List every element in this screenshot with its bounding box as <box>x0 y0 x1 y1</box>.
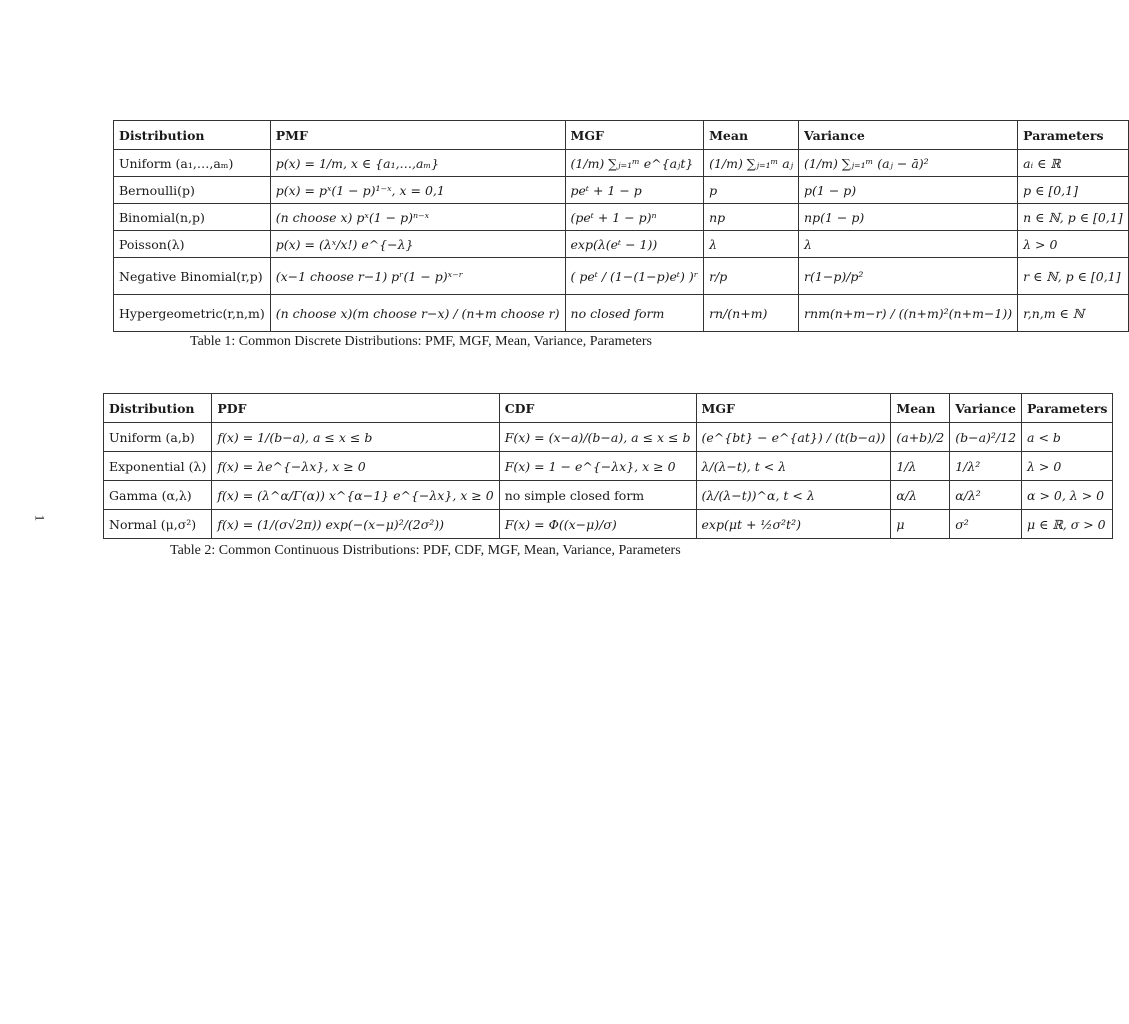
table-cell: λ/(λ−t), t < λ <box>696 452 891 481</box>
table-cell: Negative Binomial(r,p) <box>114 258 271 295</box>
table-row <box>104 423 1113 452</box>
table-row <box>114 177 1129 204</box>
table-row <box>114 258 1129 295</box>
table-cell: Hypergeometric(r,n,m) <box>114 295 271 332</box>
table-cell: (1/m) ∑ⱼ₌₁ᵐ aⱼ <box>704 150 799 177</box>
table-cell: r,n,m ∈ ℕ <box>1018 295 1128 332</box>
table-cell: Uniform (a₁,…,aₘ) <box>114 150 271 177</box>
table-cell: f(x) = (1/(σ√2π)) exp(−(x−μ)²/(2σ²)) <box>212 510 499 539</box>
table-cell: rn/(n+m) <box>704 295 799 332</box>
table-cell: (1/m) ∑ⱼ₌₁ᵐ (aⱼ − ā)² <box>799 150 1018 177</box>
table-cell: no simple closed form <box>499 481 696 510</box>
table-cell: λ <box>704 231 799 258</box>
table-cell: np <box>704 204 799 231</box>
table-cell: Uniform (a,b) <box>104 423 212 452</box>
table-cell: aᵢ ∈ ℝ <box>1018 150 1128 177</box>
header-cell: Mean <box>891 394 950 423</box>
header-cell: Variance <box>950 394 1022 423</box>
table-cell: F(x) = Φ((x−μ)/σ) <box>499 510 696 539</box>
table-row <box>104 452 1113 481</box>
table-cell: rnm(n+m−r) / ((n+m)²(n+m−1)) <box>799 295 1018 332</box>
table-cell: p ∈ [0,1] <box>1018 177 1128 204</box>
table-cell: n ∈ ℕ, p ∈ [0,1] <box>1018 204 1128 231</box>
table-cell: 1/λ <box>891 452 950 481</box>
header-cell: PMF <box>270 121 565 150</box>
table-cell: r ∈ ℕ, p ∈ [0,1] <box>1018 258 1128 295</box>
table-cell: exp(λ(eᵗ − 1)) <box>565 231 704 258</box>
header-cell: CDF <box>499 394 696 423</box>
table-cell: r(1−p)/p² <box>799 258 1018 295</box>
table-cell: F(x) = (x−a)/(b−a), a ≤ x ≤ b <box>499 423 696 452</box>
table-cell: λ > 0 <box>1018 231 1128 258</box>
table-2-caption: Table 2: Common Continuous Distributions: PDF, CDF, MGF, Mean, Variance, Parameters <box>170 543 681 558</box>
page-number: 1 <box>32 514 48 522</box>
table-row <box>104 510 1113 539</box>
table-cell: Binomial(n,p) <box>114 204 271 231</box>
header-cell: MGF <box>565 121 704 150</box>
header-cell: Distribution <box>114 121 271 150</box>
table-cell: f(x) = (λ^α/Γ(α)) x^{α−1} e^{−λx}, x ≥ 0 <box>212 481 499 510</box>
table-cell: f(x) = λe^{−λx}, x ≥ 0 <box>212 452 499 481</box>
table-cell: μ <box>891 510 950 539</box>
header-cell: Distribution <box>104 394 212 423</box>
table-cell: r/p <box>704 258 799 295</box>
table-cell: (e^{bt} − e^{at}) / (t(b−a)) <box>696 423 891 452</box>
table-row <box>114 295 1129 332</box>
table-cell: (b−a)²/12 <box>950 423 1022 452</box>
table-cell: 1/λ² <box>950 452 1022 481</box>
table-cell: α > 0, λ > 0 <box>1022 481 1113 510</box>
header-cell: Parameters <box>1018 121 1128 150</box>
table-header-row <box>104 394 1113 423</box>
table-row <box>114 150 1129 177</box>
table-cell: (peᵗ + 1 − p)ⁿ <box>565 204 704 231</box>
table-cell: p(x) = pˣ(1 − p)¹⁻ˣ, x = 0,1 <box>270 177 565 204</box>
continuous-distributions-table <box>103 393 1113 539</box>
table-cell: λ > 0 <box>1022 452 1113 481</box>
table-cell: no closed form <box>565 295 704 332</box>
table-cell: Normal (μ,σ²) <box>104 510 212 539</box>
table-cell: exp(μt + ½σ²t²) <box>696 510 891 539</box>
table-cell: (n choose x) pˣ(1 − p)ⁿ⁻ˣ <box>270 204 565 231</box>
header-cell: PDF <box>212 394 499 423</box>
header-cell: Variance <box>799 121 1018 150</box>
table-cell: f(x) = 1/(b−a), a ≤ x ≤ b <box>212 423 499 452</box>
table-cell: (a+b)/2 <box>891 423 950 452</box>
table-cell: peᵗ + 1 − p <box>565 177 704 204</box>
table-cell: (n choose x)(m choose r−x) / (n+m choose r) <box>270 295 565 332</box>
table-cell: (λ/(λ−t))^α, t < λ <box>696 481 891 510</box>
table-cell: μ ∈ ℝ, σ > 0 <box>1022 510 1113 539</box>
table-cell: p <box>704 177 799 204</box>
table-cell: F(x) = 1 − e^{−λx}, x ≥ 0 <box>499 452 696 481</box>
table-header-row <box>114 121 1129 150</box>
table-cell: α/λ <box>891 481 950 510</box>
header-cell: Mean <box>704 121 799 150</box>
header-cell: MGF <box>696 394 891 423</box>
table-cell: p(x) = 1/m, x ∈ {a₁,…,aₘ} <box>270 150 565 177</box>
table-1-caption: Table 1: Common Discrete Distributions: PMF, MGF, Mean, Variance, Parameters <box>190 334 652 349</box>
table-cell: ( peᵗ / (1−(1−p)eᵗ) )ʳ <box>565 258 704 295</box>
table-cell: (x−1 choose r−1) pʳ(1 − p)ˣ⁻ʳ <box>270 258 565 295</box>
table-cell: α/λ² <box>950 481 1022 510</box>
table-cell: a < b <box>1022 423 1113 452</box>
table-row <box>104 481 1113 510</box>
table-cell: p(x) = (λˣ/x!) e^{−λ} <box>270 231 565 258</box>
table-cell: (1/m) ∑ⱼ₌₁ᵐ e^{aⱼt} <box>565 150 704 177</box>
table-cell: λ <box>799 231 1018 258</box>
table-cell: Exponential (λ) <box>104 452 212 481</box>
table-cell: Gamma (α,λ) <box>104 481 212 510</box>
table-cell: np(1 − p) <box>799 204 1018 231</box>
table-cell: Poisson(λ) <box>114 231 271 258</box>
table-cell: p(1 − p) <box>799 177 1018 204</box>
table-row <box>114 204 1129 231</box>
table-cell: Bernoulli(p) <box>114 177 271 204</box>
header-cell: Parameters <box>1022 394 1113 423</box>
table-cell: σ² <box>950 510 1022 539</box>
discrete-distributions-table <box>113 120 1129 332</box>
table-row <box>114 231 1129 258</box>
